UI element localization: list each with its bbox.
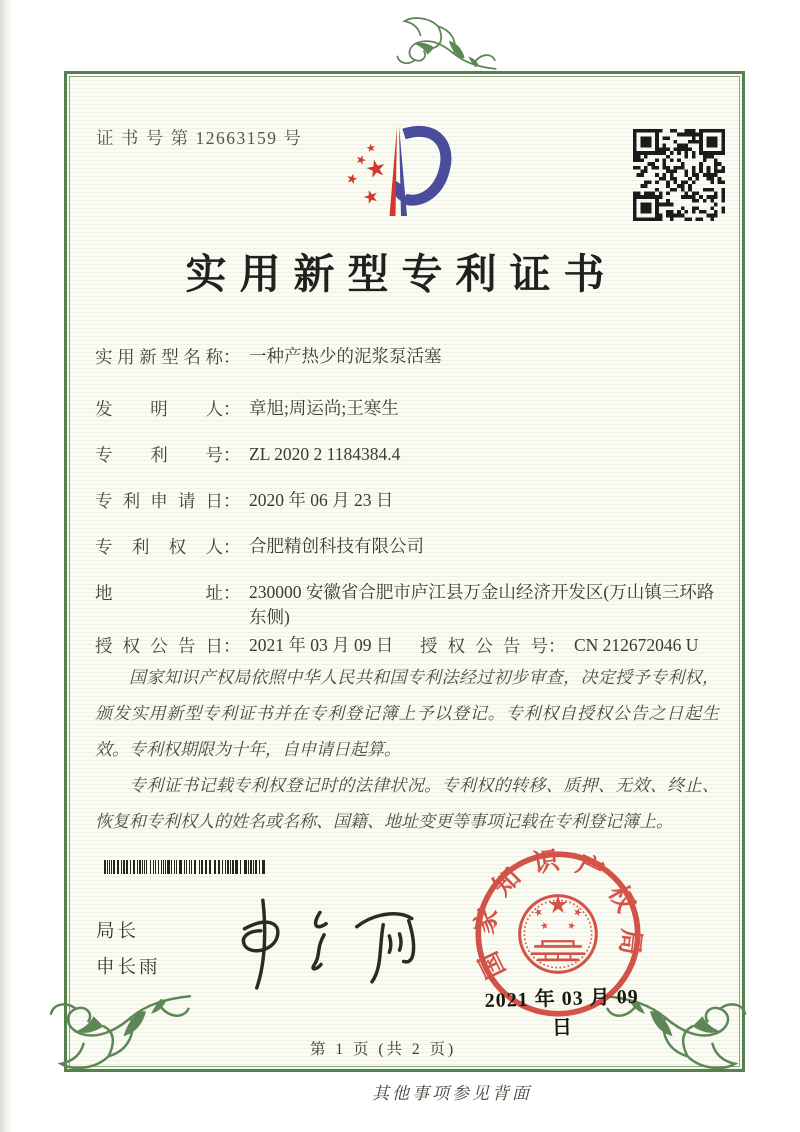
paragraph: 国家知识产权局依照中华人民共和国专利法经过初步审查，决定授予专利权，颁发实用新型专利证书并在专利登记簿上予以登记。专利权自授权公告之日起生效。专利权期限为十年，自申请日起算。: [95, 668, 719, 759]
field-label: 发明人: [95, 399, 223, 419]
field-colon: ：: [223, 583, 241, 603]
legal-paragraphs: [95, 660, 719, 840]
field-colon: ：: [223, 399, 241, 419]
field-colon: ：: [223, 537, 241, 557]
grant-date-label: 授权公告日: [95, 636, 223, 656]
seal-agency-text: 国家知识产权局: [470, 846, 646, 983]
director-title: 局长: [96, 922, 140, 942]
cert-number: 证 书 号 第 12663159 号: [96, 128, 303, 148]
qr-code: [633, 129, 725, 221]
field-label: 地址: [95, 583, 223, 603]
field-row: [95, 442, 717, 488]
field-row: [95, 534, 717, 580]
field-row: [95, 580, 717, 632]
field-value: 章旭;周运尚;王寒生: [249, 398, 399, 418]
signature-shen-changyu-icon: [212, 890, 430, 992]
field-row: [95, 344, 717, 396]
certificate-title: 实用新型专利证书: [185, 251, 618, 297]
field-row: [95, 396, 717, 442]
field-colon: ：: [223, 445, 241, 465]
field-colon: ：: [223, 491, 241, 511]
field-value: 230000 安徽省合肥市庐江县万金山经济开发区(万山镇三环路东侧): [249, 582, 715, 628]
field-value: 一种产热少的泥浆泵活塞: [249, 346, 442, 366]
grant-number-label: 授权公告号: [420, 636, 548, 656]
field-colon: ：: [548, 636, 566, 656]
grant-date-value: 2021 年 03 月 09 日: [249, 635, 394, 655]
ornament-bottom-left-icon: [46, 984, 196, 1076]
ornament-top-icon: [372, 14, 522, 76]
field-label: 专利申请日: [95, 491, 223, 511]
seal-date: 2021 年 03 月 09 日: [484, 985, 639, 1040]
field-value: 合肥精创科技有限公司: [249, 536, 424, 556]
field-label: 实用新型名称: [95, 347, 223, 367]
fields: [95, 344, 717, 632]
field-value: 2020 年 06 月 23 日: [249, 490, 394, 510]
barcode: [104, 860, 266, 874]
grant-number-value: CN 212672046 U: [574, 635, 699, 655]
grant-row: [95, 633, 717, 658]
back-note: 其他事项参见背面: [372, 1084, 532, 1103]
director-name: 申长雨: [96, 958, 161, 978]
paragraph: 专利证书记载专利权登记时的法律状况。专利权的转移、质押、无效、终止、恢复和专利权人的姓名或名称、国籍、地址变更等事项记载在专利登记簿上。: [95, 776, 719, 831]
field-label: 专利权人: [95, 537, 223, 557]
grant-number-field: [420, 633, 717, 658]
field-colon: ：: [223, 636, 241, 656]
cnipa-logo-icon: [333, 116, 467, 232]
field-label: 专利号: [95, 445, 223, 465]
svg-text:国家知识产权局: [470, 846, 646, 983]
field-colon: ：: [223, 347, 241, 367]
page-number: 第 1 页 (共 2 页): [310, 1041, 457, 1058]
page-edge: [0, 0, 13, 1132]
grant-date-field: [95, 633, 420, 658]
field-row: [95, 488, 717, 534]
field-value: ZL 2020 2 1184384.4: [249, 444, 401, 464]
